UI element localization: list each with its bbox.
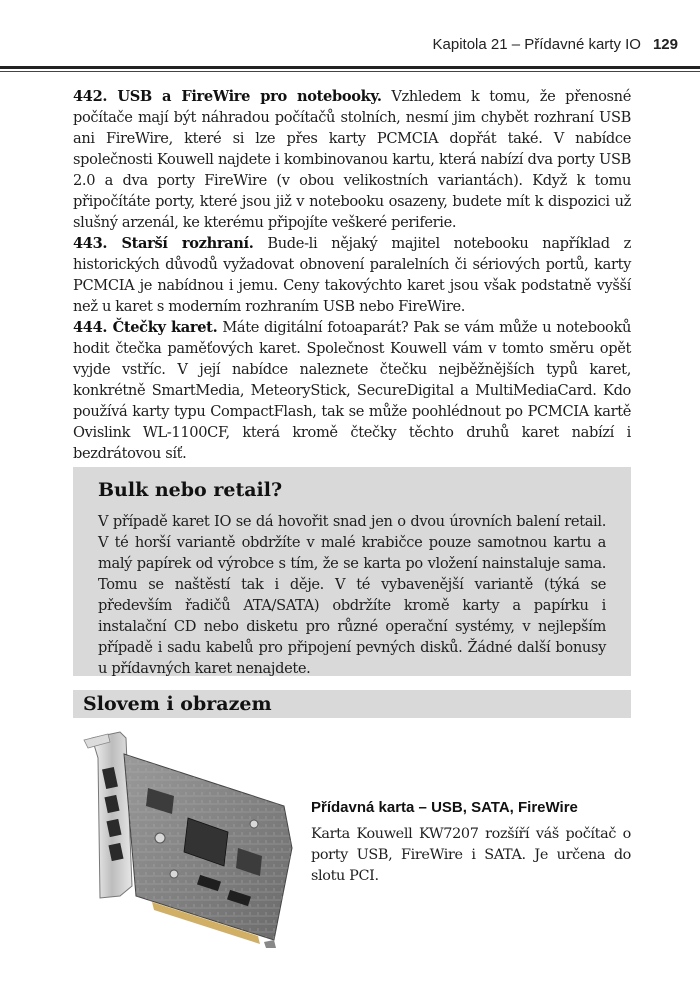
caption-text: Karta Kouwell KW7207 rozšíří váš počítač o porty USB, FireWire i SATA. Je určena do slotu PCI. bbox=[311, 826, 631, 884]
paragraph-heading: 443. Starší rozhraní. bbox=[73, 235, 254, 252]
header-rule-thin bbox=[0, 71, 700, 72]
page-number: 129 bbox=[652, 36, 678, 53]
paragraph-body: Máte digitální fotoaparát? Pak se vám může u notebooků hodit čtečka paměťových karet. Společnost Kouwell vám v tomto směru opět vyjde vstříc. V její nabídce naleznete čtečku nejběžnějších typů karet, konkrétně SmartMedia, MeteoryStick, SecureDigital a MultiMediaCard. Kdo používá karty typu CompactFlash, tak se může poohlédnout po PCMCIA kartě Ovislink WL-1100CF, která kromě čtečky těchto druhů karet nabízí i bezdrátovou síť. bbox=[73, 319, 632, 462]
main-text bbox=[73, 86, 631, 464]
header-rule-thick bbox=[0, 66, 700, 69]
paragraph-body: Bude-li nějaký majitel notebooku například z historických důvodů vyžadovat obnovení paralelních či sériových portů, karty PCMCIA je nabídnou i jemu. Ceny takovýchto karet jsou však podstatně vyšší než u karet s moderním rozhraním USB nebo FireWire. bbox=[73, 235, 631, 315]
paragraph-heading: 442. USB a FireWire pro notebooky. bbox=[73, 88, 382, 105]
paragraph-body: Vzhledem k tomu, že přenosné počítače mají být náhradou počítačů stolních, nesmí jim chybět rozhraní USB ani FireWire, které si lze přes karty PCMCIA dopřát také. V nabídce společnosti Kouwell najdete i kombinovanou kartu, která nabízí dva porty USB 2.0 a dva porty FireWire (v obou velikostních variantách). Když k tomu připočítáte porty, které jsou již v notebooku osazeny, budete mít k dispozici už slušný arzenál, ke kterému připojíte veškeré periferie. bbox=[73, 88, 631, 231]
section-header bbox=[73, 690, 631, 718]
paragraph-442 bbox=[73, 86, 631, 233]
figure-caption bbox=[311, 798, 631, 887]
caption-title: Přídavná karta – USB, SATA, FireWire bbox=[311, 799, 578, 816]
paragraph-444 bbox=[73, 317, 631, 464]
paragraph-443 bbox=[73, 233, 631, 317]
section-title: Slovem i obrazem bbox=[83, 693, 272, 715]
sidebar-box-text: V případě karet IO se dá hovořit snad jen o dvou úrovních balení retail. V té horší variantě obdržíte v malé krabičce pouze samotnou kartu a malý papírek od výrobce s tím, že se karta po vložení nainstaluje sama. Tomu se naštěstí tak i děje. V té vybavenější variantě (týká se především řadičů ATA/SATA) obdržíte kromě karty a papírku i instalační CD nebo disketu pro různé operační systémy, v nejlepším případě i sadu kabelů pro připojení pevných disků. Žádné další bonusy u přídavných karet nenajdete. bbox=[98, 513, 606, 677]
page-header bbox=[0, 32, 700, 62]
paragraph-heading: 444. Čtečky karet. bbox=[73, 319, 218, 336]
circuit-board bbox=[124, 754, 292, 944]
sidebar-box-title: Bulk nebo retail? bbox=[98, 479, 283, 501]
running-head bbox=[433, 36, 678, 53]
sidebar-box bbox=[73, 467, 631, 676]
pci-card-illustration bbox=[78, 728, 296, 948]
pci-expansion-card-icon bbox=[78, 728, 296, 948]
chapter-title: Kapitola 21 – Přídavné karty IO bbox=[432, 36, 641, 53]
